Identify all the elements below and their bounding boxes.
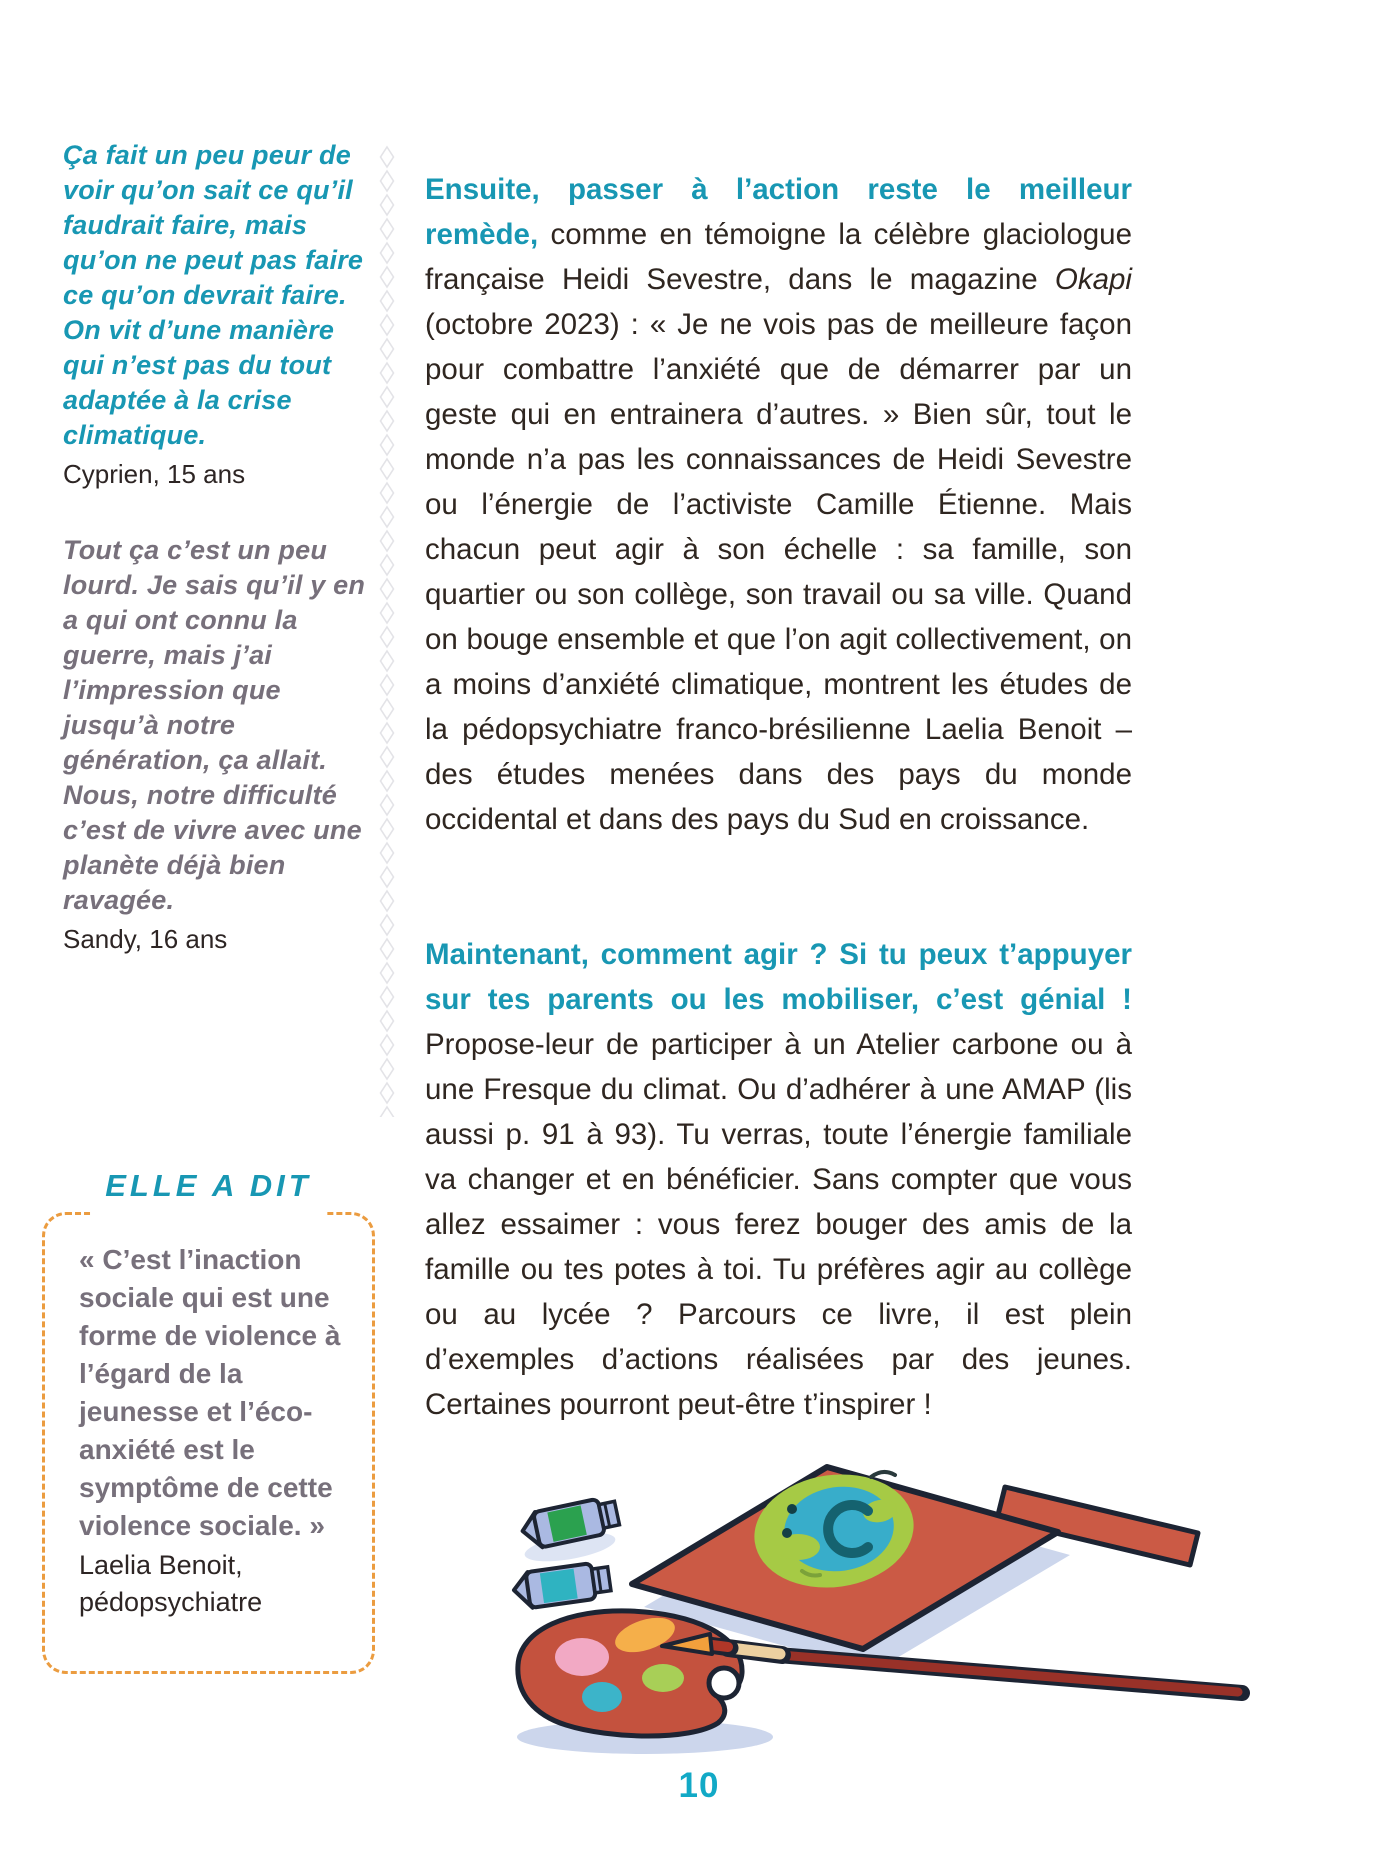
magazine-title: Okapi (1054, 262, 1132, 296)
paragraph-how-to-act: Maintenant, comment agir ? Si tu peux t’appuyer sur tes parents ou les mobiliser, c’est génial ! Propose-leur de participer à un Atelier carbone ou à une Fresque du climat. Ou d’adhérer à une AMAP (lis aussi p. 91 à 93). Tu verras, toute l’énergie familiale va changer et en bénéficier. Sans compter que vous allez essaimer : vous ferez bouger des amis de la famille ou tes potes à toi. Tu préfères agir au collège ou au lycée ? Parcours ce livre, il est plein d’exemples d’actions réalisées par des jeunes. Certaines pourront peut-être t’inspirer ! (425, 937, 1132, 1421)
paintbrush-icon (662, 1634, 1242, 1693)
main-text-column (425, 137, 1132, 1456)
callout-box (42, 1212, 375, 1674)
paragraph-lead: Ensuite, passer à l’action reste le meilleur remède, (425, 172, 1132, 251)
paragraph-action-remedy: Ensuite, passer à l’action reste le meilleur remède, comme en témoigne la célèbre glaciologue française Heidi Sevestre, dans le magazine Okapi (octobre 2023) : « Je ne vois pas de meilleure façon pour combattre l’anxiété que de démarrer par un geste qui en entrainera d’autres. » Bien sûr, tout le monde n’a pas les connaissances de Heidi Sevestre ou l’énergie de l’activiste Camille Étienne. Mais chacun peut agir à son échelle : sa famille, son quartier ou son collège, son travail ou sa ville. Quand on bouge ensemble et que l’on agit collectivement, on a moins d’anxiété climatique, montrent les études de la pédopsychiatre franco-brésilienne Laelia Benoit – des études menées dans des pays du monde occidental et dans des pays du Sud en croissance. (425, 172, 1132, 836)
paragraph-lead: Maintenant, comment agir ? Si tu peux t’appuyer sur tes parents ou les mobiliser, c’est génial ! (425, 937, 1132, 1016)
testimonial-sandy (63, 533, 367, 956)
callout-author: Laelia Benoit, pédopsychiatre (79, 1550, 263, 1617)
testimonial-quote: Ça fait un peu peur de voir qu’on sait ce qu’il faudrait faire, mais qu’on ne peut pas faire ce qu’on devrait faire. On vit d’une manière qui n’est pas du tout adaptée à la crise climatique. (63, 140, 364, 450)
paint-dab-green (642, 1664, 684, 1692)
callout-quote: « C’est l’inaction sociale qui est une forme de violence à l’égard de la jeunesse et l’éco-anxiété est le symptôme de cette violence sociale. » (79, 1244, 341, 1541)
paint-dab-pink (555, 1638, 609, 1676)
testimonial-author: Sandy, 16 ans (63, 924, 228, 954)
paint-tube-teal-icon (512, 1561, 612, 1610)
palette-icon (518, 1611, 742, 1736)
testimonial-cyprien (63, 138, 367, 491)
page-number: 10 (678, 1766, 720, 1805)
testimonial-quote: Tout ça c’est un peu lourd. Je sais qu’il y en a qui ont connu la guerre, mais j’ai l’impression que jusqu’à notre génération, ça allait. Nous, notre difficulté c’est de vivre avec une planète déjà bien ravagée. (63, 535, 366, 915)
callout-heading: ELLE A DIT (42, 1168, 375, 1220)
painting-illustration (430, 1425, 1260, 1823)
paint-dab-teal (582, 1682, 622, 1712)
column-divider (378, 145, 396, 1117)
testimonial-author: Cyprien, 15 ans (63, 459, 246, 489)
